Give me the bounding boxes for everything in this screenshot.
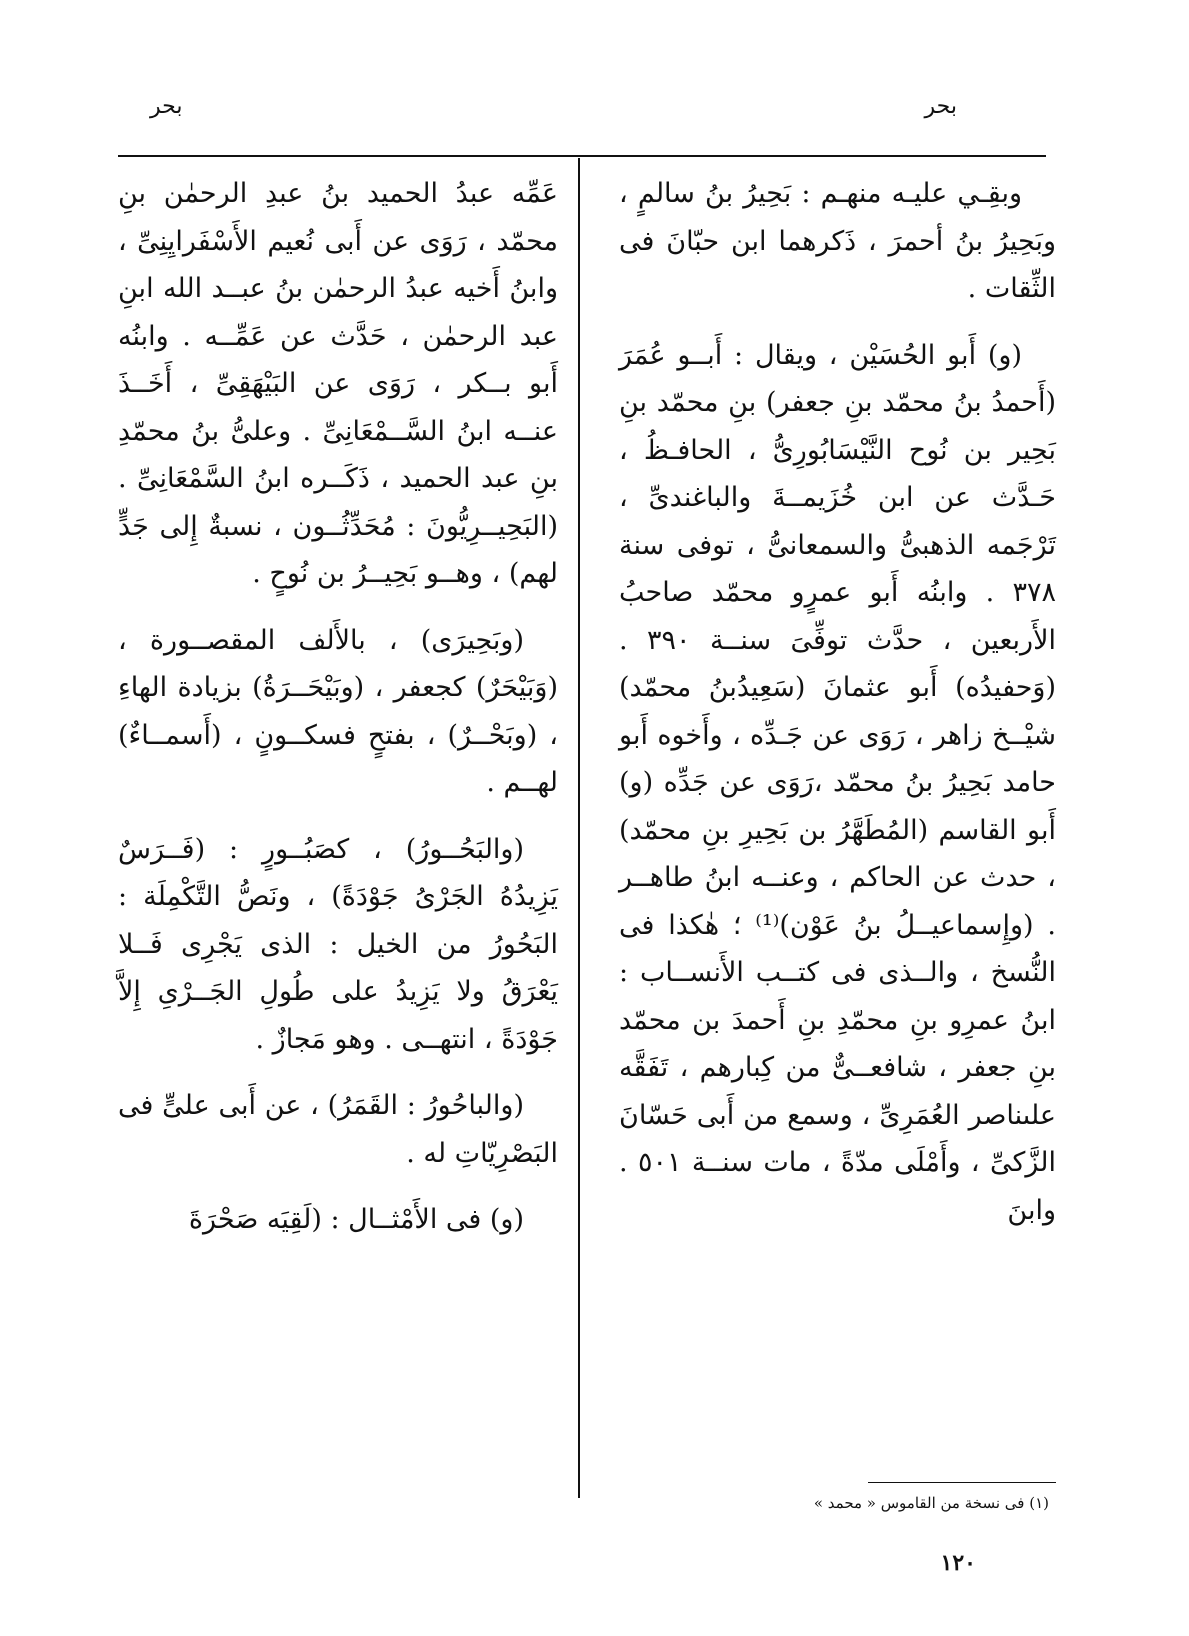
- running-head-left: بحر: [150, 94, 183, 119]
- right-paragraph-1: وبقِـي عليـه منهـم : بَحِيرُ بنُ سالمٍ ، وبَحِيرُ بنُ أحمرَ ، ذَكرهما ابن حبّانَ فى الثِّقات .: [619, 178, 1056, 304]
- left-column: [118, 170, 558, 1263]
- left-paragraph-5: (و) فى الأَمْثــال : (لَقِيَه صَحْرَةَ: [188, 1204, 524, 1235]
- running-head-right: بحر: [924, 94, 957, 119]
- header-rule: [118, 155, 1046, 157]
- right-column: [619, 170, 1056, 1253]
- left-paragraph-1: عَمِّه عبدُ الحميد بنُ عبدِ الرحمٰن بنِ محمّد ، رَوَى عن أَبى نُعيم الأَسْفَرايِنِىِّ ، وابنُ أَخيه عبدُ الرحمٰن بنُ عبــد الله ابنِ عبد الرحمٰن ، حَدَّث عن عَمِّــه . وابنُه أَبو بــكر ، رَوَى عن البَيْهَقِىِّ ، أَخَــذَ عنــه ابنُ السَّــمْعَانِىِّ . وعلىُّ بنُ محمّدِ بنِ عبد الحميد ، ذَكَــره ابنُ السَّمْعَانِىِّ . (البَحِيــرِيُّونَ : مُحَدِّثُــون ، نسبةٌ إِلى جَدٍّ لهم) ، وهــو بَحِيــرُ بن نُوحٍ .: [118, 178, 558, 589]
- left-paragraph-3: (والبَحُــورُ) ، كصَبُــورٍ : (فَــرَسٌ يَزِيدُهُ الجَرْىُ جَوْدَةً) ، ونَصُّ التَّكْمِلَة : البَحُورُ من الخيل : الذى يَجْرِى فَــلا يَعْرَقُ ولا يَزِيدُ على طُولِ الجَــرْىِ إِلاَّ جَوْدَةً ، انتهــى . وهو مَجازٌ .: [118, 833, 558, 1055]
- left-paragraph-4: (والباحُورُ : القَمَرُ) ، عن أَبى علىٍّ فى البَصْرِيّاتِ له .: [118, 1090, 558, 1169]
- left-paragraph-2: (وبَحِيرَى) ، بالأَلف المقصــورة ، (وَبَيْحَرٌ) كجعفر ، (وبَيْحَــرَةُ) بزيادة الهاءِ ، (وبَحْــرٌ) ، بفتحٍ فسكــونٍ ، (أَسمــاءٌ) لهــم .: [118, 624, 558, 798]
- page-number: ١٢٠: [940, 1550, 976, 1576]
- footnote-rule: [868, 1482, 1056, 1483]
- footnote: (١) فى نسخة من القاموس « محمد »: [813, 1494, 1049, 1512]
- column-divider: [578, 158, 580, 1498]
- right-paragraph-2: (و) أَبو الحُسَيْن ، ويقال : أَبــو عُمَرَ (أَحمدُ بنُ محمّد بنِ جعفر) بنِ محمّد بنِ بَحِير بن نُوح النَّيْسَابُورِىُّ ، الحافـظُ ، حَـدَّث عن ابن خُزَيمــةَ والباغندىِّ ، تَرْجَمه الذهبىُّ والسمعانىُّ ، توفى سنة ٣٧٨ . وابنُه أَبو عمرٍو محمّد صاحبُ الأَربعين ، حدَّث توفِّىَ سنــة ٣٩٠ . (وَحفيدُه) أَبو عثمانَ (سَعِيدُبنُ محمّد) شيْــخ زاهر ، رَوَى عن جَـدِّه ، وأَخوه أَبو حامد بَحِيرُ بنُ محمّد ،رَوَى عن جَدِّه (و) أَبو القاسم (المُطَهَّرُ بن بَحِيرِ بنِ محمّد) ، حدث عن الحاكم ، وعنــه ابنُ طاهــر . (وإِسماعيــلُ بنُ عَوْن)⁽¹⁾ ؛ هٰكذا فى النُّسخ ، والــذى فى كتــب الأَنســاب : ابنُ عمرِو بنِ محمّدِ بنِ أَحمدَ بن محمّد بنِ جعفر ، شافعــىٌّ من كِبارهم ، تَفَقَّه علىناصر العُمَرِىِّ ، وسمع من أَبى حَسّانَ الزَّكىِّ ، وأَمْلَى مدّةً ، مات سنــة ٥٠١ . وابنَ: [619, 339, 1056, 1226]
